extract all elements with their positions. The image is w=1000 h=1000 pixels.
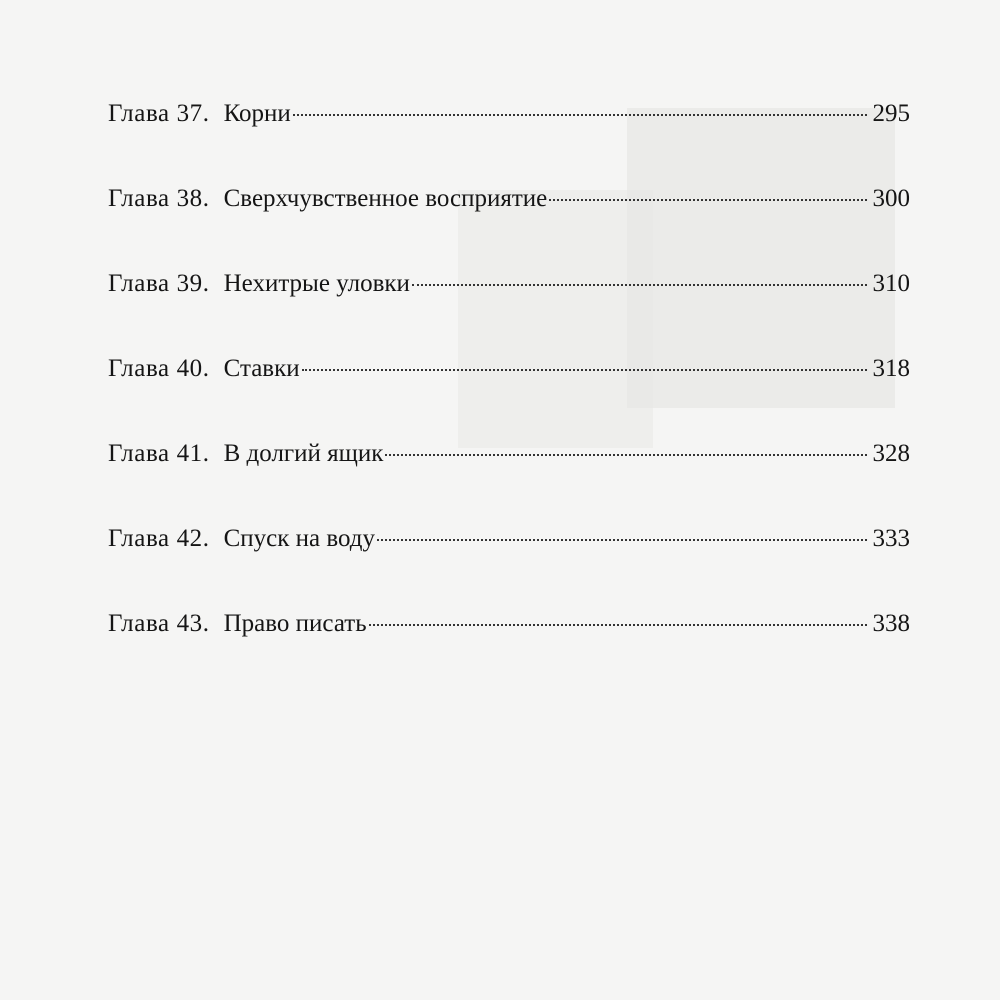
page-number: 318 (872, 355, 910, 382)
chapter-number: Глава 41. (108, 440, 210, 467)
chapter-number: Глава 40. (108, 355, 210, 382)
chapter-number: Глава 38. (108, 185, 210, 212)
chapter-title: Нехитрые уловки (223, 270, 410, 297)
dot-leader (302, 369, 867, 371)
toc-entry-39 (108, 270, 910, 314)
toc-entry-41 (108, 440, 910, 484)
dot-leader (549, 199, 866, 201)
chapter-number: Глава 39. (108, 270, 210, 297)
chapter-title: Право писать (223, 610, 367, 637)
chapter-number: Глава 43. (108, 610, 210, 637)
page-number: 295 (872, 100, 910, 127)
chapter-number: Глава 42. (108, 525, 210, 552)
page-number: 300 (872, 185, 910, 212)
page-number: 328 (872, 440, 910, 467)
toc-entry-43 (108, 610, 910, 654)
toc-entry-42 (108, 525, 910, 569)
toc-entry-37 (108, 100, 910, 144)
toc-entry-38 (108, 185, 910, 229)
chapter-title: Сверхчувственное восприятие (223, 185, 548, 212)
chapter-title: В долгий ящик (223, 440, 384, 467)
dot-leader (377, 539, 866, 541)
dot-leader (412, 284, 867, 286)
page-number: 310 (872, 270, 910, 297)
dot-leader (293, 114, 867, 116)
dot-leader (369, 624, 867, 626)
chapter-title: Спуск на воду (223, 525, 376, 552)
page-number: 333 (872, 525, 910, 552)
chapter-title: Корни (223, 100, 291, 127)
page-number: 338 (872, 610, 910, 637)
chapter-number: Глава 37. (108, 100, 210, 127)
chapter-title: Ставки (223, 355, 300, 382)
dot-leader (385, 454, 866, 456)
toc-entry-40 (108, 355, 910, 399)
